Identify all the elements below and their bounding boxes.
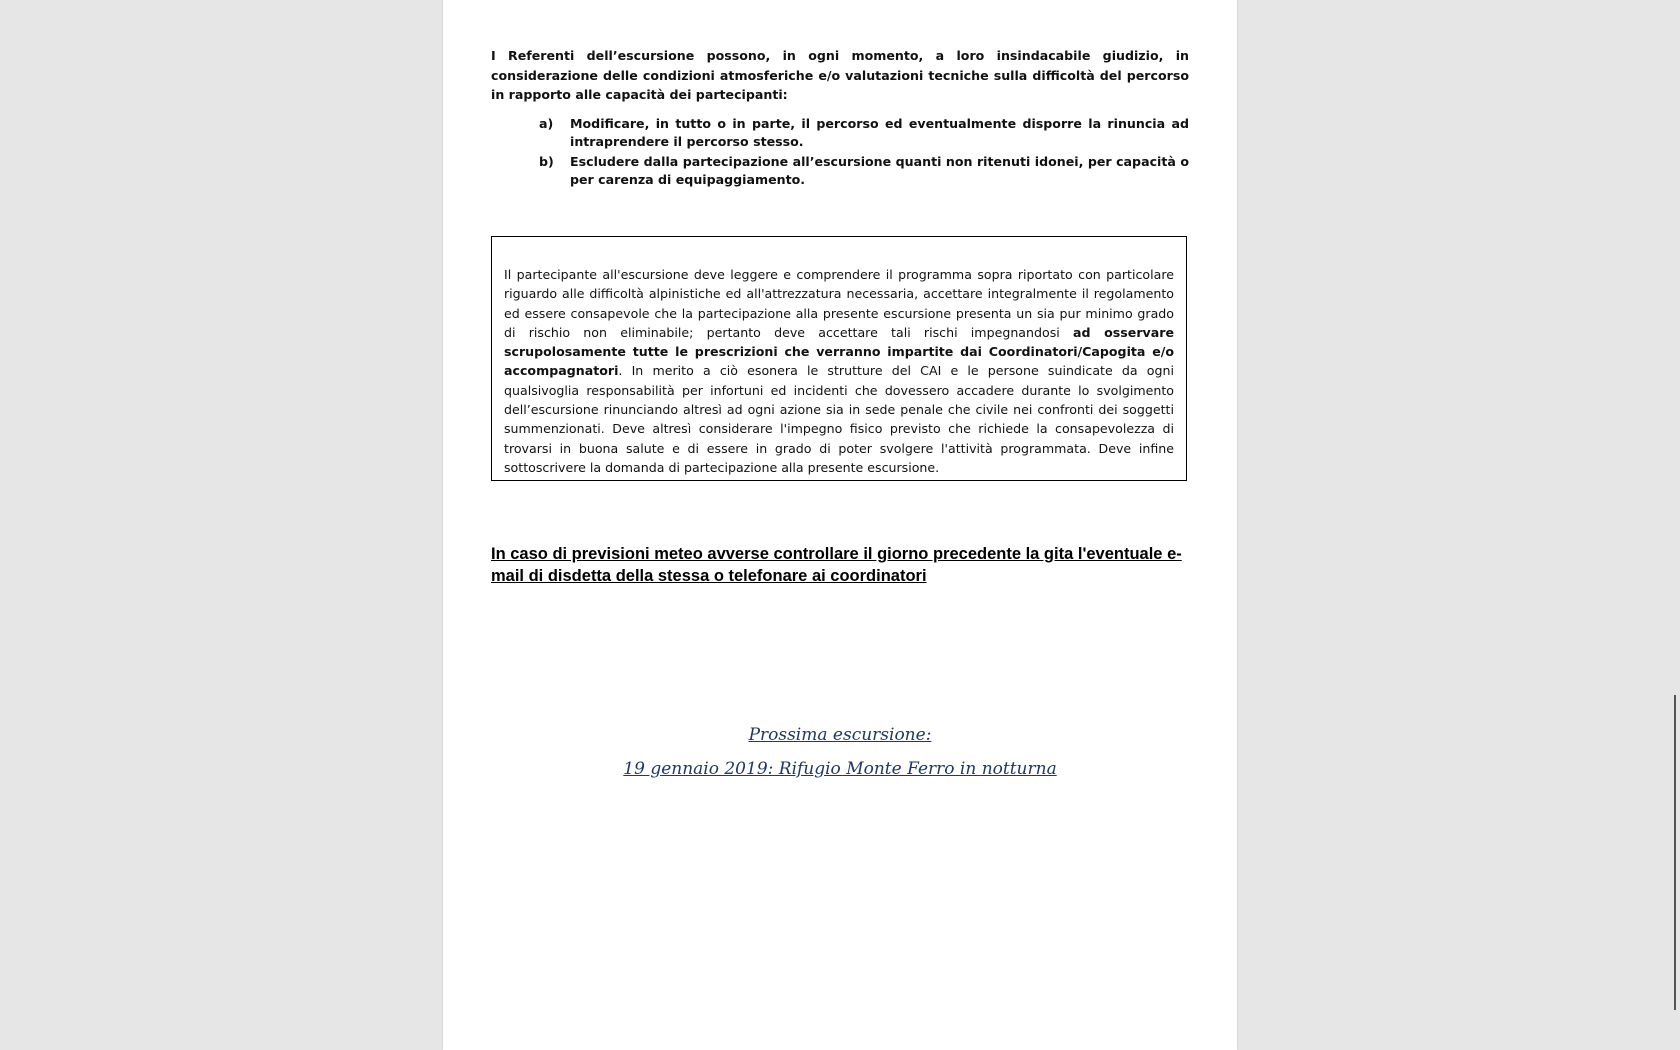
disclaimer-box	[491, 236, 1187, 481]
list-item-text: Escludere dalla partecipazione all’escursione quanti non ritenuti idonei, per capacità o per carenza di equipaggiamento.	[570, 153, 1189, 187]
list-marker: a)	[539, 115, 554, 131]
document-body	[491, 46, 1189, 191]
scrollbar-thumb[interactable]	[1674, 695, 1676, 1010]
disclaimer-part-2: . In merito a ciò esonera le strutture del CAI e le persone suindicate da ogni qualsivoglia responsabilità per infortuni ed incidenti che dovessero accadere durante lo svolgimento dell’escursione rinunciando altresì ad ogni azione sia in sede penale che civile nei confronti dei soggetti summenzionati. Deve altresì considerare l'impegno fisico previsto che richiede la consapevolezza di trovarsi in buona salute e di essere in grado di poter svolgere l'attività programmata. Deve infine sottoscrivere la domanda di partecipazione alla presente escursione.	[504, 363, 1174, 475]
intro-paragraph: I Referenti dell’escursione possono, in ogni momento, a loro insindacabile giudizio, in considerazione delle condizioni atmosferiche e/o valutazioni tecniche sulla difficoltà del percorso in rapporto alle capacità dei partecipanti:	[491, 48, 1189, 102]
list-item	[491, 153, 1189, 189]
disclaimer-bold: ad osservare scrupolosamente tutte le prescrizioni che verranno impartite dai Coordinatori/Capogita e/o accompagnatori	[504, 324, 1174, 379]
disclaimer-part-1: Il partecipante all'escursione deve leggere e comprendere il programma sopra riportato con particolare riguardo alle difficoltà alpinistiche ed all'attrezzatura necessaria, accettare integralmente il regolamento ed essere consapevole che la partecipazione alla presente escursione presenta un sia pur minimo grado di rischio non eliminabile; pertanto deve accettare tali rischi impegnandosi	[504, 267, 1174, 340]
weather-warning: In caso di previsioni meteo avverse controllare il giorno precedente la gita l'eventuale e-mail di disdetta della stessa o telefonare ai coordinatori	[491, 545, 1182, 585]
list-item-text: Modificare, in tutto o in parte, il percorso ed eventualmente disporre la rinuncia ad intraprendere il percorso stesso.	[570, 115, 1189, 149]
disclaimer-text	[504, 265, 1174, 477]
vertical-scrollbar[interactable]	[1668, 0, 1680, 1050]
next-excursion-label: Prossima escursione:	[748, 725, 932, 745]
conditions-list	[491, 115, 1189, 189]
next-excursion-event: 19 gennaio 2019: Rifugio Monte Ferro in notturna	[623, 759, 1057, 779]
list-marker: b)	[539, 153, 554, 169]
document-page	[443, 0, 1237, 1050]
list-item	[491, 115, 1189, 151]
